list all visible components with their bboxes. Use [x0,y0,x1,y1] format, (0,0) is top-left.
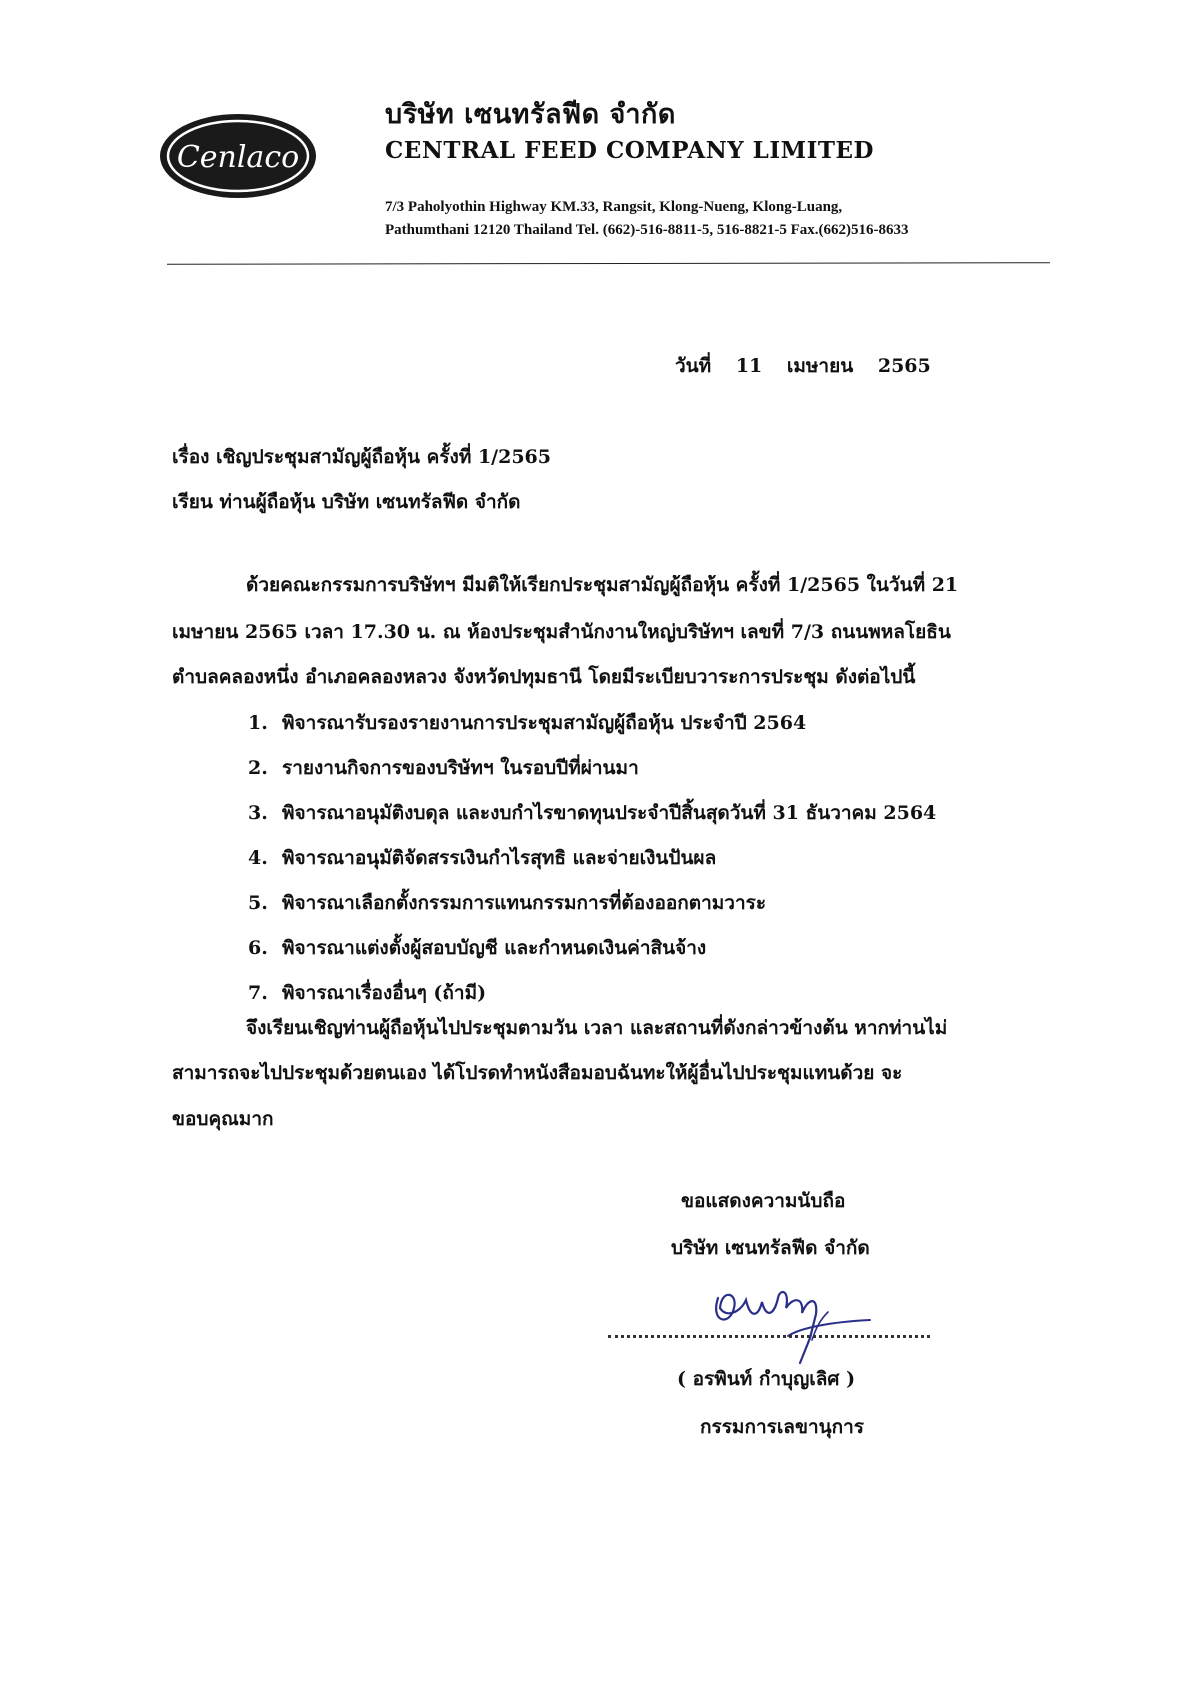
agenda-item: 1. พิจารณารับรองรายงานการประชุมสามัญผู้ถือหุ้น ประจำปี 2564 [248,712,807,734]
svg-text:Cenlaco: Cenlaco [176,140,300,175]
intro-line-3: ตำบลคลองหนึ่ง อำเภอคลองหลวง จังหวัดปทุมธานี โดยมีระเบียบวาระการประชุม ดังต่อไปนี้ [172,666,916,688]
agenda-item: 6. พิจารณาแต่งตั้งผู้สอบบัญชี และกำหนดเงินค่าสินจ้าง [248,937,707,959]
company-name-english: CENTRAL FEED COMPANY LIMITED [385,137,874,164]
date-month: เมษายน [786,355,854,377]
letter-subject: เรื่อง เชิญประชุมสามัญผู้ถือหุ้น ครั้งที่ 1/2565 [172,446,551,468]
signatory-name: ( อรพินท์ กำบุญเลิศ ) [677,1368,856,1390]
signatory-title: กรรมการเลขานุการ [700,1416,864,1438]
conclusion-line-1: จึงเรียนเชิญท่านผู้ถือหุ้นไปประชุมตามวัน เวลา และสถานที่ดังกล่าวข้างต้น หากท่านไม่ [246,1017,948,1039]
date-year: 2565 [877,355,931,377]
address-line-1: 7/3 Paholyothin Highway KM.33, Rangsit, Klong-Nueng, Klong-Luang, [385,199,843,215]
letter-recipient: เรียน ท่านผู้ถือหุ้น บริษัท เซนทรัลฟีด จำกัด [172,491,521,513]
agenda-item: 7. พิจารณาเรื่องอื่นๆ (ถ้ามี) [248,982,487,1004]
intro-line-1: ด้วยคณะกรรมการบริษัทฯ มีมติให้เรียกประชุมสามัญผู้ถือหุ้น ครั้งที่ 1/2565 ในวันที่ 21 [246,574,959,596]
signature-line [608,1335,930,1338]
date-label: วันที่ [675,355,712,377]
header-divider [167,262,1050,265]
cenlaco-logo [158,112,318,200]
signature-company: บริษัท เซนทรัลฟีด จำกัด [671,1237,870,1259]
agenda-item: 3. พิจารณาอนุมัติงบดุล และงบกำไรขาดทุนประจำปีสิ้นสุดวันที่ 31 ธันวาคม 2564 [248,802,937,824]
company-name-thai: บริษัท เซนทรัลฟีด จำกัด [385,99,676,130]
intro-line-2: เมษายน 2565 เวลา 17.30 น. ณ ห้องประชุมสำนักงานใหญ่บริษัทฯ เลขที่ 7/3 ถนนพหลโยธิน [172,621,951,643]
agenda-item: 5. พิจารณาเลือกตั้งกรรมการแทนกรรมการที่ต้องออกตามวาระ [248,892,767,914]
conclusion-line-3: ขอบคุณมาก [172,1108,274,1130]
date-day: 11 [735,355,763,377]
agenda-item: 4. พิจารณาอนุมัติจัดสรรเงินกำไรสุทธิ และจ่ายเงินปันผล [248,847,717,869]
handwritten-signature [700,1268,940,1368]
address-line-2: Pathumthani 12120 Thailand Tel. (662)-516-8811-5, 516-8821-5 Fax.(662)516-8633 [385,222,909,238]
letter-date [675,351,949,381]
closing-phrase: ขอแสดงความนับถือ [681,1190,846,1212]
agenda-item: 2. รายงานกิจการของบริษัทฯ ในรอบปีที่ผ่านมา [248,757,639,779]
conclusion-line-2: สามารถจะไปประชุมด้วยตนเอง ได้โปรดทำหนังสือมอบฉันทะให้ผู้อื่นไปประชุมแทนด้วย จะ [172,1062,903,1084]
